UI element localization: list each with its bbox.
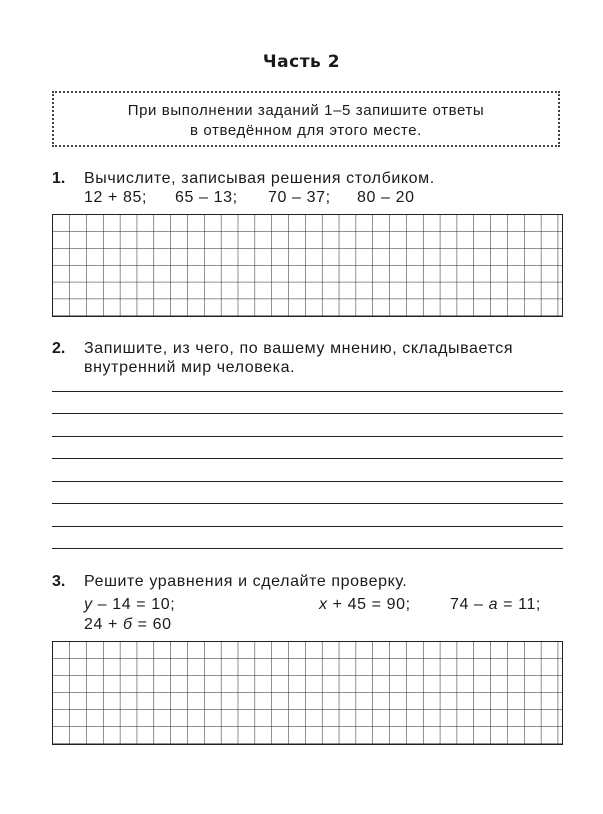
answer-grid-task3[interactable] [52, 641, 563, 745]
answer-grid-task1[interactable] [52, 214, 563, 317]
task1-number: 1. [52, 170, 66, 187]
task1-expression: 80 – 20 [357, 189, 415, 206]
instruction-line-1: При выполнении заданий 1–5 запишите ответы [127, 102, 485, 119]
writing-line[interactable] [52, 503, 563, 504]
grid-lines [53, 642, 562, 744]
equation-1 [84, 596, 175, 614]
task1-expression: 12 + 85; [84, 189, 148, 206]
writing-line[interactable] [52, 548, 563, 549]
task1-expression: 70 – 37; [268, 189, 331, 206]
writing-line[interactable] [52, 391, 563, 392]
writing-line[interactable] [52, 458, 563, 459]
task2-number: 2. [52, 340, 66, 357]
equation-variable: у [84, 596, 93, 613]
equation-4 [84, 616, 172, 634]
equation-2 [319, 596, 411, 614]
equation-variable: а [488, 596, 499, 613]
equation-prefix: 74 – [450, 596, 489, 613]
equation-rest: = 11; [498, 596, 541, 613]
task3-number: 3. [52, 573, 66, 590]
task1-expression: 65 – 13; [175, 189, 238, 206]
task2-text-line2: внутренний мир человека. [84, 359, 296, 376]
task2-text-line1: Запишите, из чего, по вашему мнению, складывается [84, 340, 514, 357]
equation-3 [450, 596, 541, 614]
equation-variable: х [319, 596, 328, 613]
instruction-line-2: в отведённом для этого месте. [190, 122, 422, 139]
task1-text: Вычислите, записывая решения столбиком. [84, 170, 435, 187]
equation-rest: + 45 = 90; [327, 596, 411, 613]
writing-line[interactable] [52, 526, 563, 527]
equation-rest: – 14 = 10; [92, 596, 176, 613]
writing-line[interactable] [52, 481, 563, 482]
grid-lines [53, 215, 562, 316]
equation-variable: б [123, 616, 133, 633]
instruction-box [52, 91, 560, 147]
equation-rest: = 60 [132, 616, 172, 633]
page-title: Часть 2 [262, 52, 341, 72]
equation-prefix: 24 + [84, 616, 124, 633]
writing-line[interactable] [52, 436, 563, 437]
task3-text: Решите уравнения и сделайте проверку. [84, 573, 408, 590]
writing-line[interactable] [52, 413, 563, 414]
